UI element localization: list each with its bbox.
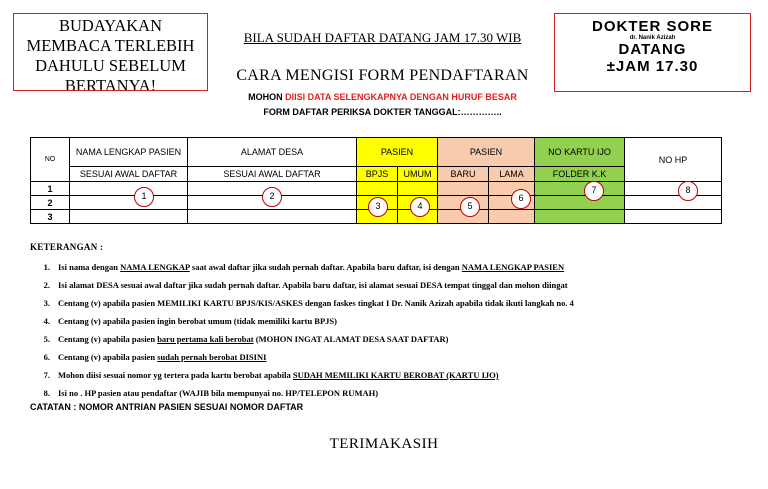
row-number: 2: [31, 196, 70, 210]
instruction-item: [30, 258, 750, 276]
instruction-number: 3.: [43, 298, 50, 308]
instruction-number: 4.: [43, 316, 50, 326]
instruction-text: NAMA LENGKAP: [120, 262, 190, 272]
cell-lama[interactable]: [489, 210, 535, 224]
instruction-item: [30, 294, 750, 312]
callout-marker: 1: [134, 187, 154, 207]
cell-kartu[interactable]: [535, 196, 625, 210]
queue-note: CATATAN : NOMOR ANTRIAN PASIEN SESUAI NOMOR DAFTAR: [30, 402, 304, 412]
arrival-notice: BILA SUDAH DAFTAR DATANG JAM 17.30 WIB: [243, 30, 522, 45]
fill-instruction-emphasis: DIISI DATA SELENGKAPNYA DENGAN HURUF BESAR: [285, 92, 517, 102]
doctor-name: dr. Nanik Azizah: [629, 35, 676, 41]
subheader-lama: LAMA: [489, 167, 535, 182]
header-pasien-status: PASIEN: [438, 138, 535, 167]
subheader-baru: BARU: [438, 167, 489, 182]
cell-nama[interactable]: [70, 182, 188, 196]
callout-marker: 8: [678, 181, 698, 201]
instruction-item: [30, 384, 750, 402]
instruction-number: 5.: [43, 334, 50, 344]
header-hp: NO HP: [625, 138, 722, 182]
row-number: 1: [31, 182, 70, 196]
instruction-number: 2.: [43, 280, 50, 290]
instruction-text: baru pertama kali berobat: [157, 334, 254, 344]
arrival-time: ±JAM 17.30: [606, 58, 699, 75]
thank-you: TERIMAKASIH: [329, 436, 439, 452]
instruction-text: Isi alamat DESA sesuai awal daftar jika sudah pernah daftar. Apabila baru daftar, isi alamat sesuai DESA tempat tinggal dan mohon diingat: [58, 280, 568, 290]
instruction-text: Centang (v) apabila pasien MEMILIKI KARTU BPJS/KIS/ASKES dengan faskes tingkat I Dr. Nanik Azizah apabila tidak ikuti langkah no. 4: [58, 298, 574, 308]
instruction-number: 8.: [43, 388, 50, 398]
callout-marker: 5: [460, 197, 480, 217]
cell-hp[interactable]: [625, 182, 722, 196]
cell-bpjs[interactable]: [357, 182, 398, 196]
row-number: 3: [31, 210, 70, 224]
reminder-line: BERTANYA!: [64, 76, 157, 91]
callout-marker: 7: [584, 181, 604, 201]
fill-instruction-prefix: MOHON: [248, 92, 283, 102]
callout-marker: 2: [262, 187, 282, 207]
instruction-item: [30, 366, 750, 384]
instruction-item: [30, 348, 750, 366]
page-title: CARA MENGISI FORM PENDAFTARAN: [236, 67, 529, 84]
cell-nama[interactable]: [70, 196, 188, 210]
subheader-umum: UMUM: [398, 167, 438, 182]
instruction-text: (MOHON INGAT ALAMAT DESA SAAT DAFTAR): [253, 334, 449, 344]
cell-kartu[interactable]: [535, 182, 625, 196]
instruction-item: [30, 276, 750, 294]
instruction-item: [30, 312, 750, 330]
instruction-text: sudah pernah berobat DISINI: [157, 352, 267, 362]
instruction-number: 1.: [43, 262, 50, 272]
reminder-line: DAHULU SEBELUM: [35, 56, 186, 75]
cell-umum[interactable]: [398, 182, 438, 196]
callout-marker: 6: [511, 189, 531, 209]
subheader-folder: FOLDER K.K: [535, 167, 625, 182]
callout-marker: 3: [368, 197, 388, 217]
header-pasien-payment: PASIEN: [357, 138, 438, 167]
cell-kartu[interactable]: [535, 210, 625, 224]
header-alamat: ALAMAT DESA: [188, 138, 357, 167]
cell-alamat[interactable]: [188, 210, 357, 224]
instruction-text: Isi no . HP pasien atau pendaftar (WAJIB bila mempunyai no. HP/TELEPON RUMAH): [58, 388, 379, 398]
callout-marker: 4: [410, 197, 430, 217]
instruction-text: Mohon diisi sesuai nomor yg tertera pada kartu berobat apabila: [58, 370, 293, 380]
instruction-text: Isi nama dengan: [58, 262, 121, 272]
cell-nama[interactable]: [70, 210, 188, 224]
arrival-label: DATANG: [618, 41, 687, 58]
cell-hp[interactable]: [625, 210, 722, 224]
instruction-text: NAMA LENGKAP PASIEN: [461, 262, 565, 272]
header-kartu: NO KARTU IJO: [535, 138, 625, 167]
reminder-line: BUDAYAKAN: [59, 16, 162, 35]
instruction-item: [30, 330, 750, 348]
subheader-bpjs: BPJS: [357, 167, 398, 182]
instructions-list: [30, 258, 750, 402]
form-date-line: FORM DAFTAR PERIKSA DOKTER TANGGAL:…………..: [263, 107, 502, 117]
instruction-text: SUDAH MEMILIKI KARTU BEROBAT (KARTU IJO): [292, 370, 499, 380]
instruction-number: 7.: [43, 370, 50, 380]
reminder-box: [13, 13, 208, 91]
cell-hp[interactable]: [625, 196, 722, 210]
instruction-text: Centang (v) apabila pasien ingin berobat umum (tidak memiliki kartu BPJS): [58, 316, 337, 326]
reminder-line: MEMBACA TERLEBIH: [26, 36, 195, 55]
subheader-nama: SESUAI AWAL DAFTAR: [70, 167, 188, 182]
instruction-text: Centang (v) apabila pasien: [58, 334, 158, 344]
doctor-title: DOKTER SORE: [591, 18, 713, 35]
subheader-alamat: SESUAI AWAL DAFTAR: [188, 167, 357, 182]
instructions-heading: KETERANGAN :: [30, 242, 104, 252]
instruction-number: 6.: [43, 352, 50, 362]
fill-instruction: [215, 92, 550, 102]
instruction-text: Centang (v) apabila pasien: [58, 352, 158, 362]
header-nama: NAMA LENGKAP PASIEN: [70, 138, 188, 167]
cell-baru[interactable]: [438, 182, 489, 196]
instruction-text: saat awal daftar jika sudah pernah daftar. Apabila baru daftar, isi dengan: [189, 262, 462, 272]
header-no: NO: [31, 138, 70, 182]
doctor-box: [554, 13, 751, 92]
